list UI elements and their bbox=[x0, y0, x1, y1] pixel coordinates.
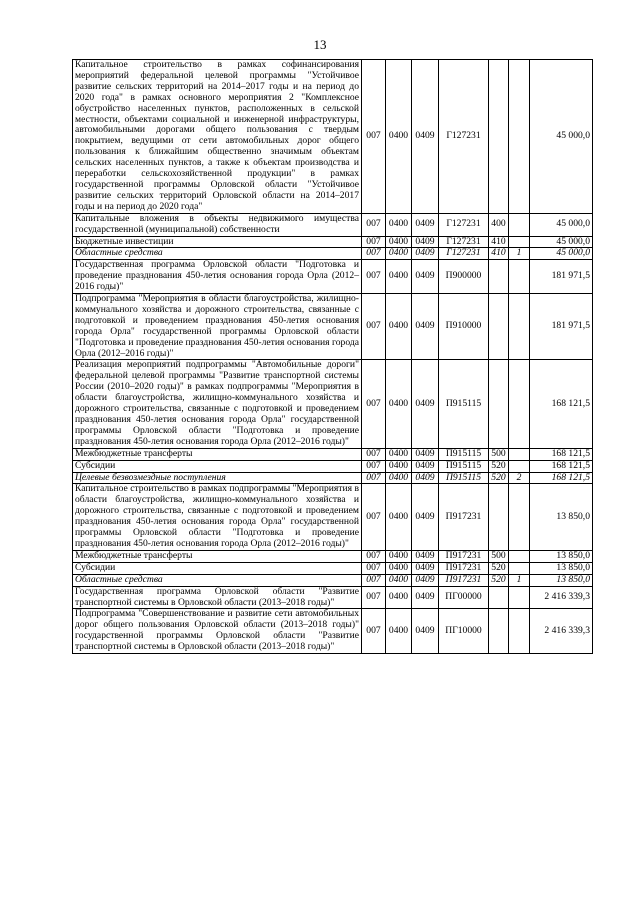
admin-code: 007 bbox=[362, 294, 386, 360]
subsection-code: 0409 bbox=[412, 360, 439, 448]
table-row bbox=[73, 574, 593, 586]
expense-type bbox=[489, 60, 509, 214]
table-row bbox=[73, 484, 593, 550]
admin-code: 007 bbox=[362, 260, 386, 294]
target-article: Г127231 bbox=[439, 213, 489, 236]
table-row bbox=[73, 260, 593, 294]
expense-type bbox=[489, 360, 509, 448]
funding-source: 2 bbox=[509, 472, 530, 484]
funding-source: 1 bbox=[509, 574, 530, 586]
target-article: П915115 bbox=[439, 472, 489, 484]
target-article: П915115 bbox=[439, 448, 489, 460]
target-article: П915115 bbox=[439, 360, 489, 448]
section-code: 0400 bbox=[386, 448, 412, 460]
table-row bbox=[73, 360, 593, 448]
subsection-code: 0409 bbox=[412, 484, 439, 550]
subsection-code: 0409 bbox=[412, 609, 439, 654]
table-row bbox=[73, 460, 593, 472]
funding-source bbox=[509, 236, 530, 248]
row-description: Капитальное строительство в рамках подпрограммы "Мероприятия в области благоустройства, жилищно-коммунального хозяйства и дорожного строительства, связанные с подготовкой и проведением празднования 450-летия основания города Орла" государственной программы Орловской области "Подготовка и проведение празднования 450-летия основания города Орла (2012–2016 годы)" bbox=[73, 484, 362, 550]
admin-code: 007 bbox=[362, 609, 386, 654]
row-description: Капитальные вложения в объекты недвижимого имущества государственной (муниципальной) собственности bbox=[73, 213, 362, 236]
funding-source bbox=[509, 213, 530, 236]
amount-value: 13 850,0 bbox=[530, 574, 593, 586]
admin-code: 007 bbox=[362, 213, 386, 236]
funding-source bbox=[509, 260, 530, 294]
amount-value: 168 121,5 bbox=[530, 460, 593, 472]
table-row bbox=[73, 236, 593, 248]
table-row bbox=[73, 448, 593, 460]
amount-value: 13 850,0 bbox=[530, 562, 593, 574]
target-article: Г127231 bbox=[439, 236, 489, 248]
target-article: П915115 bbox=[439, 460, 489, 472]
admin-code: 007 bbox=[362, 472, 386, 484]
row-description: Областные средства bbox=[73, 248, 362, 260]
subsection-code: 0409 bbox=[412, 213, 439, 236]
admin-code: 007 bbox=[362, 248, 386, 260]
row-description: Областные средства bbox=[73, 574, 362, 586]
admin-code: 007 bbox=[362, 236, 386, 248]
admin-code: 007 bbox=[362, 562, 386, 574]
amount-value: 168 121,5 bbox=[530, 360, 593, 448]
section-code: 0400 bbox=[386, 294, 412, 360]
page-number: 13 bbox=[313, 37, 327, 52]
expense-type: 500 bbox=[489, 550, 509, 562]
section-code: 0400 bbox=[386, 60, 412, 214]
row-description: Реализация мероприятий подпрограммы "Автомобильные дороги" федеральной целевой программы "Развитие транспортной системы России (2010–2020 годы)" в рамках подпрограммы "Мероприятия в области благоустройства, жилищно-коммунального хозяйства и дорожного строительства, связанные с подготовкой и проведением празднования 450-летия основания города Орла" государственной программы Орловской области "Подготовка и проведение празднования 450-летия основания города Орла (2012–2016 годы)" bbox=[73, 360, 362, 448]
funding-source bbox=[509, 562, 530, 574]
section-code: 0400 bbox=[386, 609, 412, 654]
row-description: Межбюджетные трансферты bbox=[73, 550, 362, 562]
expense-type: 500 bbox=[489, 448, 509, 460]
expense-type: 520 bbox=[489, 472, 509, 484]
table-row bbox=[73, 294, 593, 360]
section-code: 0400 bbox=[386, 586, 412, 609]
admin-code: 007 bbox=[362, 586, 386, 609]
row-description: Подпрограмма "Совершенствование и развитие сети автомобильных дорог общего пользования Орловской области (2013–2018 годы)" государственной программы Орловской области "Развитие транспортной системы в Орловской области (2013–2018 годы)" bbox=[73, 609, 362, 654]
section-code: 0400 bbox=[386, 562, 412, 574]
expense-type bbox=[489, 609, 509, 654]
amount-value: 2 416 339,3 bbox=[530, 586, 593, 609]
table-row bbox=[73, 60, 593, 214]
expense-type bbox=[489, 586, 509, 609]
table-row bbox=[73, 550, 593, 562]
funding-source bbox=[509, 460, 530, 472]
subsection-code: 0409 bbox=[412, 60, 439, 214]
amount-value: 13 850,0 bbox=[530, 550, 593, 562]
row-description: Государственная программа Орловской области "Развитие транспортной системы в Орловской области (2013–2018 годы)" bbox=[73, 586, 362, 609]
subsection-code: 0409 bbox=[412, 472, 439, 484]
table-row bbox=[73, 248, 593, 260]
expense-type bbox=[489, 294, 509, 360]
admin-code: 007 bbox=[362, 360, 386, 448]
expense-type: 520 bbox=[489, 460, 509, 472]
table-row bbox=[73, 472, 593, 484]
row-description: Подпрограмма "Мероприятия в области благоустройства, жилищно-коммунального хозяйства и дорожного строительства, связанные с подготовкой и проведением празднования 450-летия основания города Орла" государственной программы Орловской области "Подготовка и проведение празднования 450-летия основания города Орла (2012–2016 годы)" bbox=[73, 294, 362, 360]
target-article: Г127231 bbox=[439, 60, 489, 214]
funding-source bbox=[509, 360, 530, 448]
subsection-code: 0409 bbox=[412, 586, 439, 609]
target-article: П917231 bbox=[439, 550, 489, 562]
admin-code: 007 bbox=[362, 448, 386, 460]
amount-value: 168 121,5 bbox=[530, 448, 593, 460]
subsection-code: 0409 bbox=[412, 460, 439, 472]
section-code: 0400 bbox=[386, 574, 412, 586]
amount-value: 181 971,5 bbox=[530, 294, 593, 360]
section-code: 0400 bbox=[386, 460, 412, 472]
budget-table bbox=[72, 59, 593, 654]
table-row bbox=[73, 213, 593, 236]
section-code: 0400 bbox=[386, 550, 412, 562]
table-row bbox=[73, 609, 593, 654]
amount-value: 45 000,0 bbox=[530, 60, 593, 214]
expense-type: 400 bbox=[489, 213, 509, 236]
target-article: П900000 bbox=[439, 260, 489, 294]
expense-type: 410 bbox=[489, 248, 509, 260]
subsection-code: 0409 bbox=[412, 260, 439, 294]
row-description: Субсидии bbox=[73, 562, 362, 574]
amount-value: 168 121,5 bbox=[530, 472, 593, 484]
funding-source bbox=[509, 294, 530, 360]
section-code: 0400 bbox=[386, 484, 412, 550]
table-row bbox=[73, 586, 593, 609]
expense-type: 520 bbox=[489, 562, 509, 574]
amount-value: 45 000,0 bbox=[530, 236, 593, 248]
funding-source bbox=[509, 484, 530, 550]
row-description: Межбюджетные трансферты bbox=[73, 448, 362, 460]
target-article: П917231 bbox=[439, 562, 489, 574]
row-description: Государственная программа Орловской области "Подготовка и проведение празднования 450-летия основания города Орла (2012–2016 годы)" bbox=[73, 260, 362, 294]
target-article: П917231 bbox=[439, 484, 489, 550]
section-code: 0400 bbox=[386, 236, 412, 248]
funding-source bbox=[509, 609, 530, 654]
expense-type: 520 bbox=[489, 574, 509, 586]
amount-value: 45 000,0 bbox=[530, 213, 593, 236]
section-code: 0400 bbox=[386, 213, 412, 236]
admin-code: 007 bbox=[362, 550, 386, 562]
row-description: Бюджетные инвестиции bbox=[73, 236, 362, 248]
subsection-code: 0409 bbox=[412, 550, 439, 562]
subsection-code: 0409 bbox=[412, 294, 439, 360]
expense-type bbox=[489, 260, 509, 294]
subsection-code: 0409 bbox=[412, 574, 439, 586]
subsection-code: 0409 bbox=[412, 236, 439, 248]
row-description: Капитальное строительство в рамках софинансирования мероприятий федеральной целевой программы "Устойчивое развитие сельских территорий на 2014–2017 годы и на период до 2020 года" в рамках основного мероприятия 2 "Комплексное обустройство населенных пунктов, расположенных в сельской местности, объектами социальной и инженерной инфраструктуры, автомобильными дорогами общего пользования с твердым покрытием, ведущими от сети автомобильных дорог общего пользования к ближайшим общественно значимым объектам сельских населенных пунктов, а также к объектам производства и переработки сельскохозяйственной продукции" в рамках государственной программы Орловской области "Устойчивое развитие сельских территорий Орловской области на 2014–2017 годы и на период до 2020 года" bbox=[73, 60, 362, 214]
amount-value: 2 416 339,3 bbox=[530, 609, 593, 654]
subsection-code: 0409 bbox=[412, 562, 439, 574]
row-description: Субсидии bbox=[73, 460, 362, 472]
admin-code: 007 bbox=[362, 484, 386, 550]
row-description: Целевые безвозмездные поступления bbox=[73, 472, 362, 484]
expense-type bbox=[489, 484, 509, 550]
expense-type: 410 bbox=[489, 236, 509, 248]
target-article: ПГ10000 bbox=[439, 609, 489, 654]
admin-code: 007 bbox=[362, 60, 386, 214]
target-article: ПГ00000 bbox=[439, 586, 489, 609]
funding-source: 1 bbox=[509, 248, 530, 260]
funding-source bbox=[509, 586, 530, 609]
amount-value: 45 000,0 bbox=[530, 248, 593, 260]
target-article: П917231 bbox=[439, 574, 489, 586]
amount-value: 13 850,0 bbox=[530, 484, 593, 550]
funding-source bbox=[509, 60, 530, 214]
section-code: 0400 bbox=[386, 248, 412, 260]
section-code: 0400 bbox=[386, 260, 412, 294]
admin-code: 007 bbox=[362, 574, 386, 586]
subsection-code: 0409 bbox=[412, 248, 439, 260]
target-article: Г127231 bbox=[439, 248, 489, 260]
section-code: 0400 bbox=[386, 360, 412, 448]
funding-source bbox=[509, 448, 530, 460]
funding-source bbox=[509, 550, 530, 562]
target-article: П910000 bbox=[439, 294, 489, 360]
admin-code: 007 bbox=[362, 460, 386, 472]
table-row bbox=[73, 562, 593, 574]
amount-value: 181 971,5 bbox=[530, 260, 593, 294]
subsection-code: 0409 bbox=[412, 448, 439, 460]
section-code: 0400 bbox=[386, 472, 412, 484]
